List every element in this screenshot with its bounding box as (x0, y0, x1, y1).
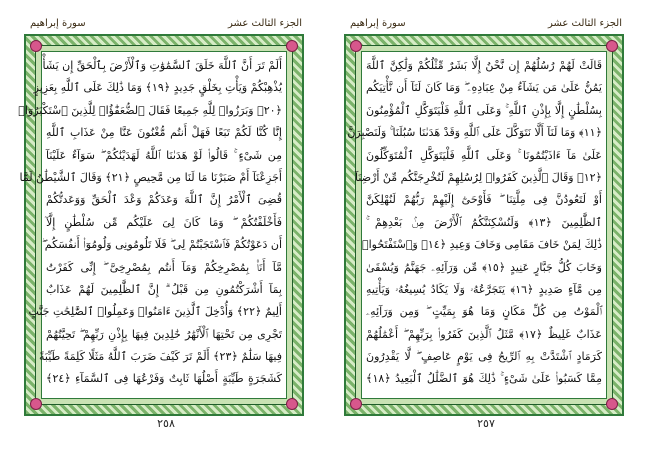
text-line: عَذَابٌ غَلِيظٌ ﴿١٧﴾ مَّثَلُ ٱلَّذِينَ كَفَرُوا۟ بِرَبِّهِمْ ۖ أَعْمَٰلُهُمْ (366, 327, 602, 341)
text-line: قُضِىَ ٱلْأَمْرُ إِنَّ ٱللَّهَ وَعَدَكُمْ وَعْدَ ٱلْحَقِّ وَوَعَدتُّكُمْ (46, 193, 282, 207)
corner-rosette-icon (606, 398, 618, 410)
text-line: إِنَّا كُنَّا لَكُمْ تَبَعًا فَهَلْ أَنتُم مُّغْنُونَ عَنَّا مِنْ عَذَابِ ٱللَّهِ (46, 126, 282, 140)
right-page-text (347, 51, 607, 399)
left-header-juz: الجزء الثالث عشر (227, 18, 302, 29)
text-line: ﴿١١﴾ وَمَا لَنَآ أَلَّا نَتَوَكَّلَ عَلَى ٱللَّهِ وَقَدْ هَدَىٰنَا سُبُلَنَا ۚ وَلَنَصْبِرَنَّ (347, 126, 602, 140)
left-frame-border (18, 45, 293, 405)
right-page-ornamental-frame (344, 34, 624, 416)
left-header-surah: سورة إبراهيم (30, 18, 86, 29)
text-line: ٱلْمَوْتُ مِن كُلِّ مَكَانٍ وَمَا هُوَ بِمَيِّتٍ ۖ وَمِن وَرَآئِهِۦ (366, 305, 602, 319)
left-page-ornamental-frame (18, 34, 304, 416)
text-line: مِن شَىْءٍ ۚ قَالُوا۟ لَوْ هَدَىٰنَا ٱللَّهُ لَهَدَيْنَٰكُمْ ۖ سَوَآءٌ عَلَيْنَآ (46, 148, 282, 162)
text-line: ذَٰلِكَ لِمَنْ خَافَ مَقَامِى وَخَافَ وَعِيدِ ﴿١٤﴾ وَٱسْتَفْتَحُوا۟ (362, 238, 602, 252)
text-line: كَشَجَرَةٍ طَيِّبَةٍ أَصْلُهَا ثَابِتٌ وَفَرْعُهَا فِى ٱلسَّمَآءِ ﴿٢٤﴾ (46, 372, 282, 386)
corner-rosette-icon (286, 40, 298, 52)
corner-rosette-icon (350, 398, 362, 410)
corner-rosette-icon (606, 40, 618, 52)
corner-rosette-icon (286, 398, 298, 410)
left-page-header (24, 18, 308, 34)
text-line: فَأَخْلَفْتُكُمْ ۖ وَمَا كَانَ لِىَ عَلَيْكُم مِّن سُلْطَٰنٍ إِلَّآ (46, 215, 282, 229)
text-line: بِسُلْطَٰنٍ إِلَّا بِإِذْنِ ٱللَّهِ ۚ وَعَلَى ٱللَّهِ فَلْيَتَوَكَّلِ ٱلْمُؤْمِنُونَ (366, 103, 602, 117)
text-line: وَخَابَ كُلُّ جَبَّارٍ عَنِيدٍ ﴿١٥﴾ مِّن وَرَآئِهِۦ جَهَنَّمُ وَيُسْقَىٰ (366, 260, 602, 274)
text-line: مِن مَّآءٍ صَدِيدٍ ﴿١٦﴾ يَتَجَرَّعُهُۥ وَلَا يَكَادُ يُسِيغُهُۥ وَيَأْتِيهِ (366, 282, 602, 296)
right-frame-border (347, 45, 613, 405)
text-line: ٱلظَّٰلِمِينَ ﴿١٣﴾ وَلَنُسْكِنَنَّكُمُ ٱلْأَرْضَ مِنۢ بَعْدِهِمْ ۚ (366, 215, 602, 229)
text-line: مِمَّا كَسَبُوا۟ عَلَىٰ شَىْءٍ ۚ ذَٰلِكَ هُوَ ٱلضَّلَٰلُ ٱلْبَعِيدُ ﴿١٨﴾ (366, 372, 602, 386)
right-page (344, 18, 628, 430)
text-line: بِمَآ أَشْرَكْتُمُونِ مِن قَبْلُ ۗ إِنَّ ٱلظَّٰلِمِينَ لَهُمْ عَذَابٌ (46, 282, 282, 296)
left-page-text (18, 51, 287, 399)
text-line: أَجَزِعْنَآ أَمْ صَبَرْنَا مَا لَنَا مِن مَّحِيصٍ ﴿٢١﴾ وَقَالَ ٱلشَّيْطَٰنُ لَمَّا (19, 170, 282, 184)
right-header-surah: سورة إبراهيم (350, 18, 406, 29)
text-line: أَلِيمٌ ﴿٢٢﴾ وَأُدْخِلَ ٱلَّذِينَ ءَامَنُوا۟ وَعَمِلُوا۟ ٱلصَّٰلِحَٰتِ جَنَّٰتٍ (28, 305, 282, 319)
right-header-juz: الجزء الثالث عشر (547, 18, 622, 29)
text-line: ﴿١٢﴾ وَقَالَ ٱلَّذِينَ كَفَرُوا۟ لِرُسُلِهِمْ لَنُخْرِجَنَّكُم مِّنْ أَرْضِنَآ (355, 170, 602, 184)
text-line: عَلَىٰ مَآ ءَاذَيْتُمُونَا ۚ وَعَلَى ٱللَّهِ فَلْيَتَوَكَّلِ ٱلْمُتَوَكِّلُونَ (366, 148, 602, 162)
text-line: كَرَمَادٍ ٱشْتَدَّتْ بِهِ ٱلرِّيحُ فِى يَوْمٍ عَاصِفٍ ۖ لَّا يَقْدِرُونَ (366, 350, 602, 364)
text-line: تَجْرِى مِن تَحْتِهَا ٱلْأَنْهَٰرُ خَٰلِدِينَ فِيهَا بِإِذْنِ رَبِّهِمْ ۖ تَحِيَّتُهُمْ (46, 327, 282, 341)
right-page-number: ٢٥٧ (477, 417, 495, 430)
right-page-header (344, 18, 628, 34)
left-page-number: ٢٥٨ (157, 417, 175, 430)
text-line: أَن دَعَوْتُكُمْ فَٱسْتَجَبْتُمْ لِى ۖ فَلَا تَلُومُونِى وَلُومُوٓا۟ أَنفُسَكُم ۖ (42, 238, 282, 252)
text-line: أَلَمْ تَرَ أَنَّ ٱللَّهَ خَلَقَ ٱلسَّمَٰوَٰتِ وَٱلْأَرْضَ بِٱلْحَقِّ إِن يَشَأْ (42, 59, 282, 72)
corner-rosette-icon (30, 398, 42, 410)
text-line: يَمُنُّ عَلَىٰ مَن يَشَآءُ مِنْ عِبَادِهِۦ ۖ وَمَا كَانَ لَنَآ أَن نَّأْتِيَكُم (366, 81, 602, 95)
text-line: مَّآ أَنَا۠ بِمُصْرِخِكُمْ وَمَآ أَنتُم بِمُصْرِخِىَّ ۖ إِنِّى كَفَرْتُ (46, 260, 282, 274)
text-line: ﴿٢٠﴾ وَبَرَزُوا۟ لِلَّهِ جَمِيعًا فَقَالَ ٱلضُّعَفَٰٓؤُا۟ لِلَّذِينَ ٱسْتَكْبَرُوٓا۟ (18, 103, 282, 117)
text-line: فِيهَا سَلَٰمٌ ﴿٢٣﴾ أَلَمْ تَرَ كَيْفَ ضَرَبَ ٱللَّهُ مَثَلًا كَلِمَةً طَيِّبَةً (39, 350, 282, 364)
text-line: أَوْ لَتَعُودُنَّ فِى مِلَّتِنَا ۖ فَأَوْحَىٰٓ إِلَيْهِمْ رَبُّهُمْ لَنُهْلِكَنَّ (366, 193, 602, 207)
left-page (18, 18, 308, 430)
text-line: قَالَتْ لَهُمْ رُسُلُهُمْ إِن نَّحْنُ إِلَّا بَشَرٌ مِّثْلُكُمْ وَلَٰكِنَّ ٱللَّهَ (366, 59, 602, 72)
text-line: يُذْهِبْكُمْ وَيَأْتِ بِخَلْقٍ جَدِيدٍ ﴿١٩﴾ وَمَا ذَٰلِكَ عَلَى ٱللَّهِ بِعَزِيزٍ (33, 81, 282, 95)
